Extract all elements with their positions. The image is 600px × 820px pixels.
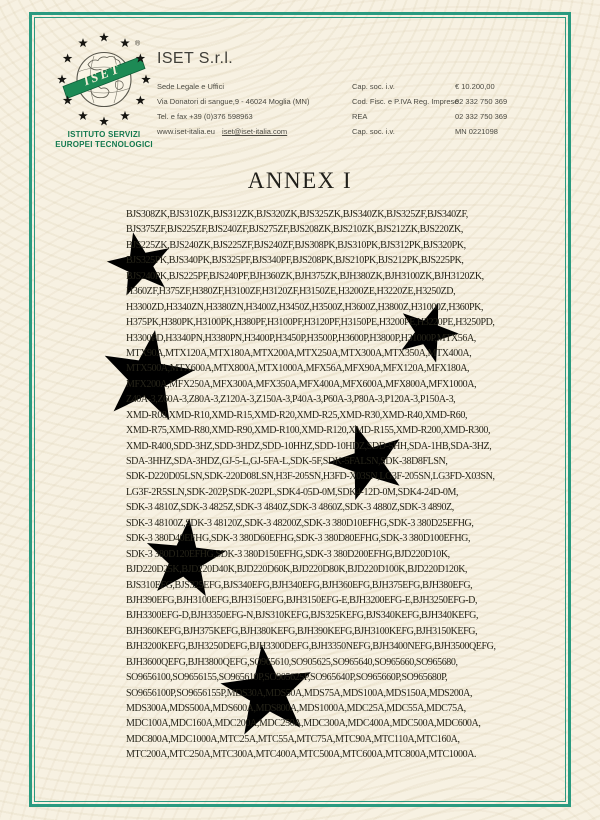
code-list-line: SDK-3 380D120EFHG,SDK-3 380D150EFHG,SDK-3 380D200EFHG,BJD220D10K, — [126, 548, 450, 560]
organization-name-line1: ISTITUTO SERVIZI — [67, 130, 141, 139]
header-row — [157, 112, 563, 124]
code-list-line: MTX90A,MTX120A,MTX180A,MTX200A,MTX250A,MTX300A,MTX350A,MTX400A, — [126, 347, 472, 359]
product-code-list — [126, 207, 528, 763]
code-list-line: BJH360KEFG,BJH375KEFG,BJH380KEFG,BJH390KEFG,BJH3100KEFG,BJH3150KEFG, — [126, 625, 478, 637]
code-list-line: MDS300A,MDS500A,MDS600A,MDS800A,MDS1000A,MDC25A,MDC55A,MDC75A, — [126, 703, 466, 714]
address-text: Via Donatori di sangue,9 - 46024 Moglia (MN) — [157, 97, 310, 106]
code-list-line: BJS325PK,BJS340PK,BJS325PF,BJS340PF,BJS208PK,BJS210PK,BJS212PK,BJS225PK, — [126, 255, 464, 267]
code-list-line: BJS225ZK,BJS240ZK,BJS225ZF,BJS240ZF,BJS308PK,BJS310PK,BJS312PK,BJS320PK, — [126, 239, 466, 251]
code-list-line: BJH3200KEFG,BJH3250DEFG,BJH3300DEFG,BJH3350NEFG,BJH3400NEFG,BJH3500QEFG, — [126, 641, 496, 653]
code-list-line: MFX200A,MFX250A,MFX300A,MFX350A,MFX400A,MFX600A,MFX800A,MFX1000A, — [126, 378, 477, 390]
email-link[interactable]: iset@iset-italia.com — [222, 127, 288, 136]
header-row — [157, 82, 563, 94]
registry-label: Cap. soc. i.v. — [352, 127, 395, 136]
registry-value: MN 0221098 — [455, 127, 498, 136]
registry-value: 02 332 750 369 — [455, 112, 508, 121]
code-list-line: H3300PD,H3340PN,H3380PN,H3400P,H3450P,H3500P,H3600P,H3800P,H31000P,MTX56A, — [126, 332, 476, 344]
code-list-line: MTC200A,MTC250A,MTC300A,MTC400A,MTC500A,MTC600A,MTC800A,MTC1000A. — [126, 749, 477, 761]
registry-value: € 10.200,00 — [455, 82, 495, 91]
web-contact — [157, 127, 287, 136]
code-list-line: BJS308ZK,BJS310ZK,BJS312ZK,BJS320ZK,BJS325ZK,BJS340ZK,BJS325ZF,BJS340ZF, — [126, 209, 468, 220]
code-list-line: H3300ZD,H3340ZN,H3380ZN,H3400Z,H3450Z,H3500Z,H3600Z,H3800Z,H31000Z,H360PK, — [126, 301, 484, 313]
code-list-line: SO9656100P,SO9656155P,MDS30A,MDS50A,MDS75A,MDS100A,MDS150A,MDS200A, — [126, 687, 473, 699]
office-label: Sede Legale e Uffici — [157, 82, 224, 91]
phone-fax-text: Tel. e fax +39 (0)376 598963 — [157, 112, 253, 121]
organization-name-line2: EUROPEI TECNOLOGICI — [55, 140, 153, 149]
code-list-line: MDC100A,MDC160A,MDC200A,MDC250A,MDC300A,MDC400A,MDC500A,MDC600A, — [126, 718, 481, 730]
code-list-line: SDK-3 48100Z,SDK-3 48120Z,SDK-3 48200Z,SDK-3 380D10EFHG,SDK-3 380D25EFHG, — [126, 517, 474, 529]
company-name: ISET S.r.l. — [157, 50, 234, 67]
code-list-line: LG3F-2R5SLN,SDK-202P,SDK-202PL,SDK4-05D-0M,SDK4-12D-0M,SDK4-24D-0M, — [126, 486, 459, 498]
logo-banner-text: ISET — [81, 60, 123, 89]
code-list-line: XMD-R75,XMD-R80,XMD-R90,XMD-R100,XMD-R120,XMD-R155,XMD-R200,XMD-R300, — [126, 425, 491, 437]
code-list-line: BJS310EFG,BJS325EFG,BJS340EFG,BJH340EFG,BJH360EFG,BJH375EFG,BJH380EFG, — [126, 579, 473, 591]
code-list-line: XMD-R08,XMD-R10,XMD-R15,XMD-R20,XMD-R25,XMD-R30,XMD-R40,XMD-R60, — [126, 409, 468, 421]
annex-title: ANNEX I — [247, 168, 353, 193]
registry-label: REA — [352, 112, 368, 121]
header-row — [157, 127, 563, 139]
code-list-line: SDK-3 380D40EFHG,SDK-3 380D60EFHG,SDK-3 380D80EFHG,SDK-3 380D100EFHG, — [126, 533, 471, 545]
code-list-line: BJH3300EFG-D,BJH3350EFG-N,BJS310KEFG,BJS325KEFG,BJS340KEFG,BJH340KEFG, — [126, 610, 479, 622]
registry-label: Cod. Fisc. e P.IVA Reg. Imprese — [352, 97, 459, 106]
code-list-line: BJH390EFG,BJH3100EFG,BJH3150EFG,BJH3150EFG-E,BJH3200EFG-E,BJH3250EFG-D, — [126, 594, 478, 606]
code-list-line: BJS240PK,BJS225PF,BJS240PF,BJH360ZK,BJH375ZK,BJH380ZK,BJH3100ZK,BJH3120ZK, — [126, 270, 484, 282]
code-list-line: XMD-R400,SDD-3HZ,SDD-3HDZ,SDD-10HHZ,SDD-10HDZ,SDD-5HH,SDA-1HB,SDA-3HZ, — [126, 440, 492, 452]
code-list-line: H360ZF,H375ZF,H380ZF,H3100ZF,H3120ZF,H3150ZE,H3200ZE,H3220ZE,H3250ZD, — [126, 286, 456, 298]
code-list-line: BJS375ZF,BJS225ZF,BJS240ZF,BJS275ZF,BJS208ZK,BJS210ZK,BJS212ZK,BJS220ZK, — [126, 224, 463, 236]
code-list-line: SDK-3 4810Z,SDK-3 4825Z,SDK-3 4840Z,SDK-3 4860Z,SDK-3 4880Z,SDK-3 4890Z, — [126, 502, 454, 514]
code-list-line: SDA-3HHZ,SDA-3HDZ,GJ-5-L,GJ-5FA-L,SDK-5F,SDK-5FALSN,SDK-38D8FLSN, — [126, 456, 448, 467]
code-list-line: SDK-D220D05LSN,SDK-220D08LSN,H3F-205SN,H3FD-X03SN,LG3F-205SN,LG3FD-X03SN, — [126, 471, 495, 483]
code-list-line: SO9656100,SO9656155,SO965610P,SO905625P,SO965640P,SO965660P,SO965680P, — [126, 672, 448, 684]
code-list-line: MTX500A,MTX600A,MTX800A,MTX1000A,MFX56A,MFX90A,MFX120A,MFX180A, — [126, 363, 470, 375]
header-row — [157, 97, 563, 109]
website-text: www.iset-italia.eu — [157, 127, 215, 136]
registry-label: Cap. soc. i.v. — [352, 82, 395, 91]
globe-stars-emblem — [48, 28, 160, 128]
code-list-line: H375PK,H380PK,H3100PK,H380PF,H3100PF,H3120PF,H3150PE,H3200PE,H3220PE,H3250PD, — [126, 317, 495, 329]
registered-trademark-icon: ® — [135, 40, 141, 48]
iset-logo — [48, 28, 160, 128]
code-list-line: BJD220D25K,BJD220D40K,BJD220D60K,BJD220D80K,BJD220D100K,BJD220D120K, — [126, 564, 468, 576]
code-list-line: BJH3600QEFG,BJH3800QEFG,SO965610,SO905625,SO965640,SO965660,SO965680, — [126, 656, 458, 668]
code-list-line: Z40A-3,Z60A-3,Z80A-3,Z120A-3,Z150A-3,P40A-3,P60A-3,P80A-3,P120A-3,P150A-3, — [126, 394, 456, 406]
organization-name — [34, 130, 174, 150]
code-list-line: MDC800A,MDC1000A,MTC25A,MTC55A,MTC75A,MTC90A,MTC110A,MTC160A, — [126, 733, 460, 745]
registry-value: 02 332 750 369 — [455, 97, 508, 106]
